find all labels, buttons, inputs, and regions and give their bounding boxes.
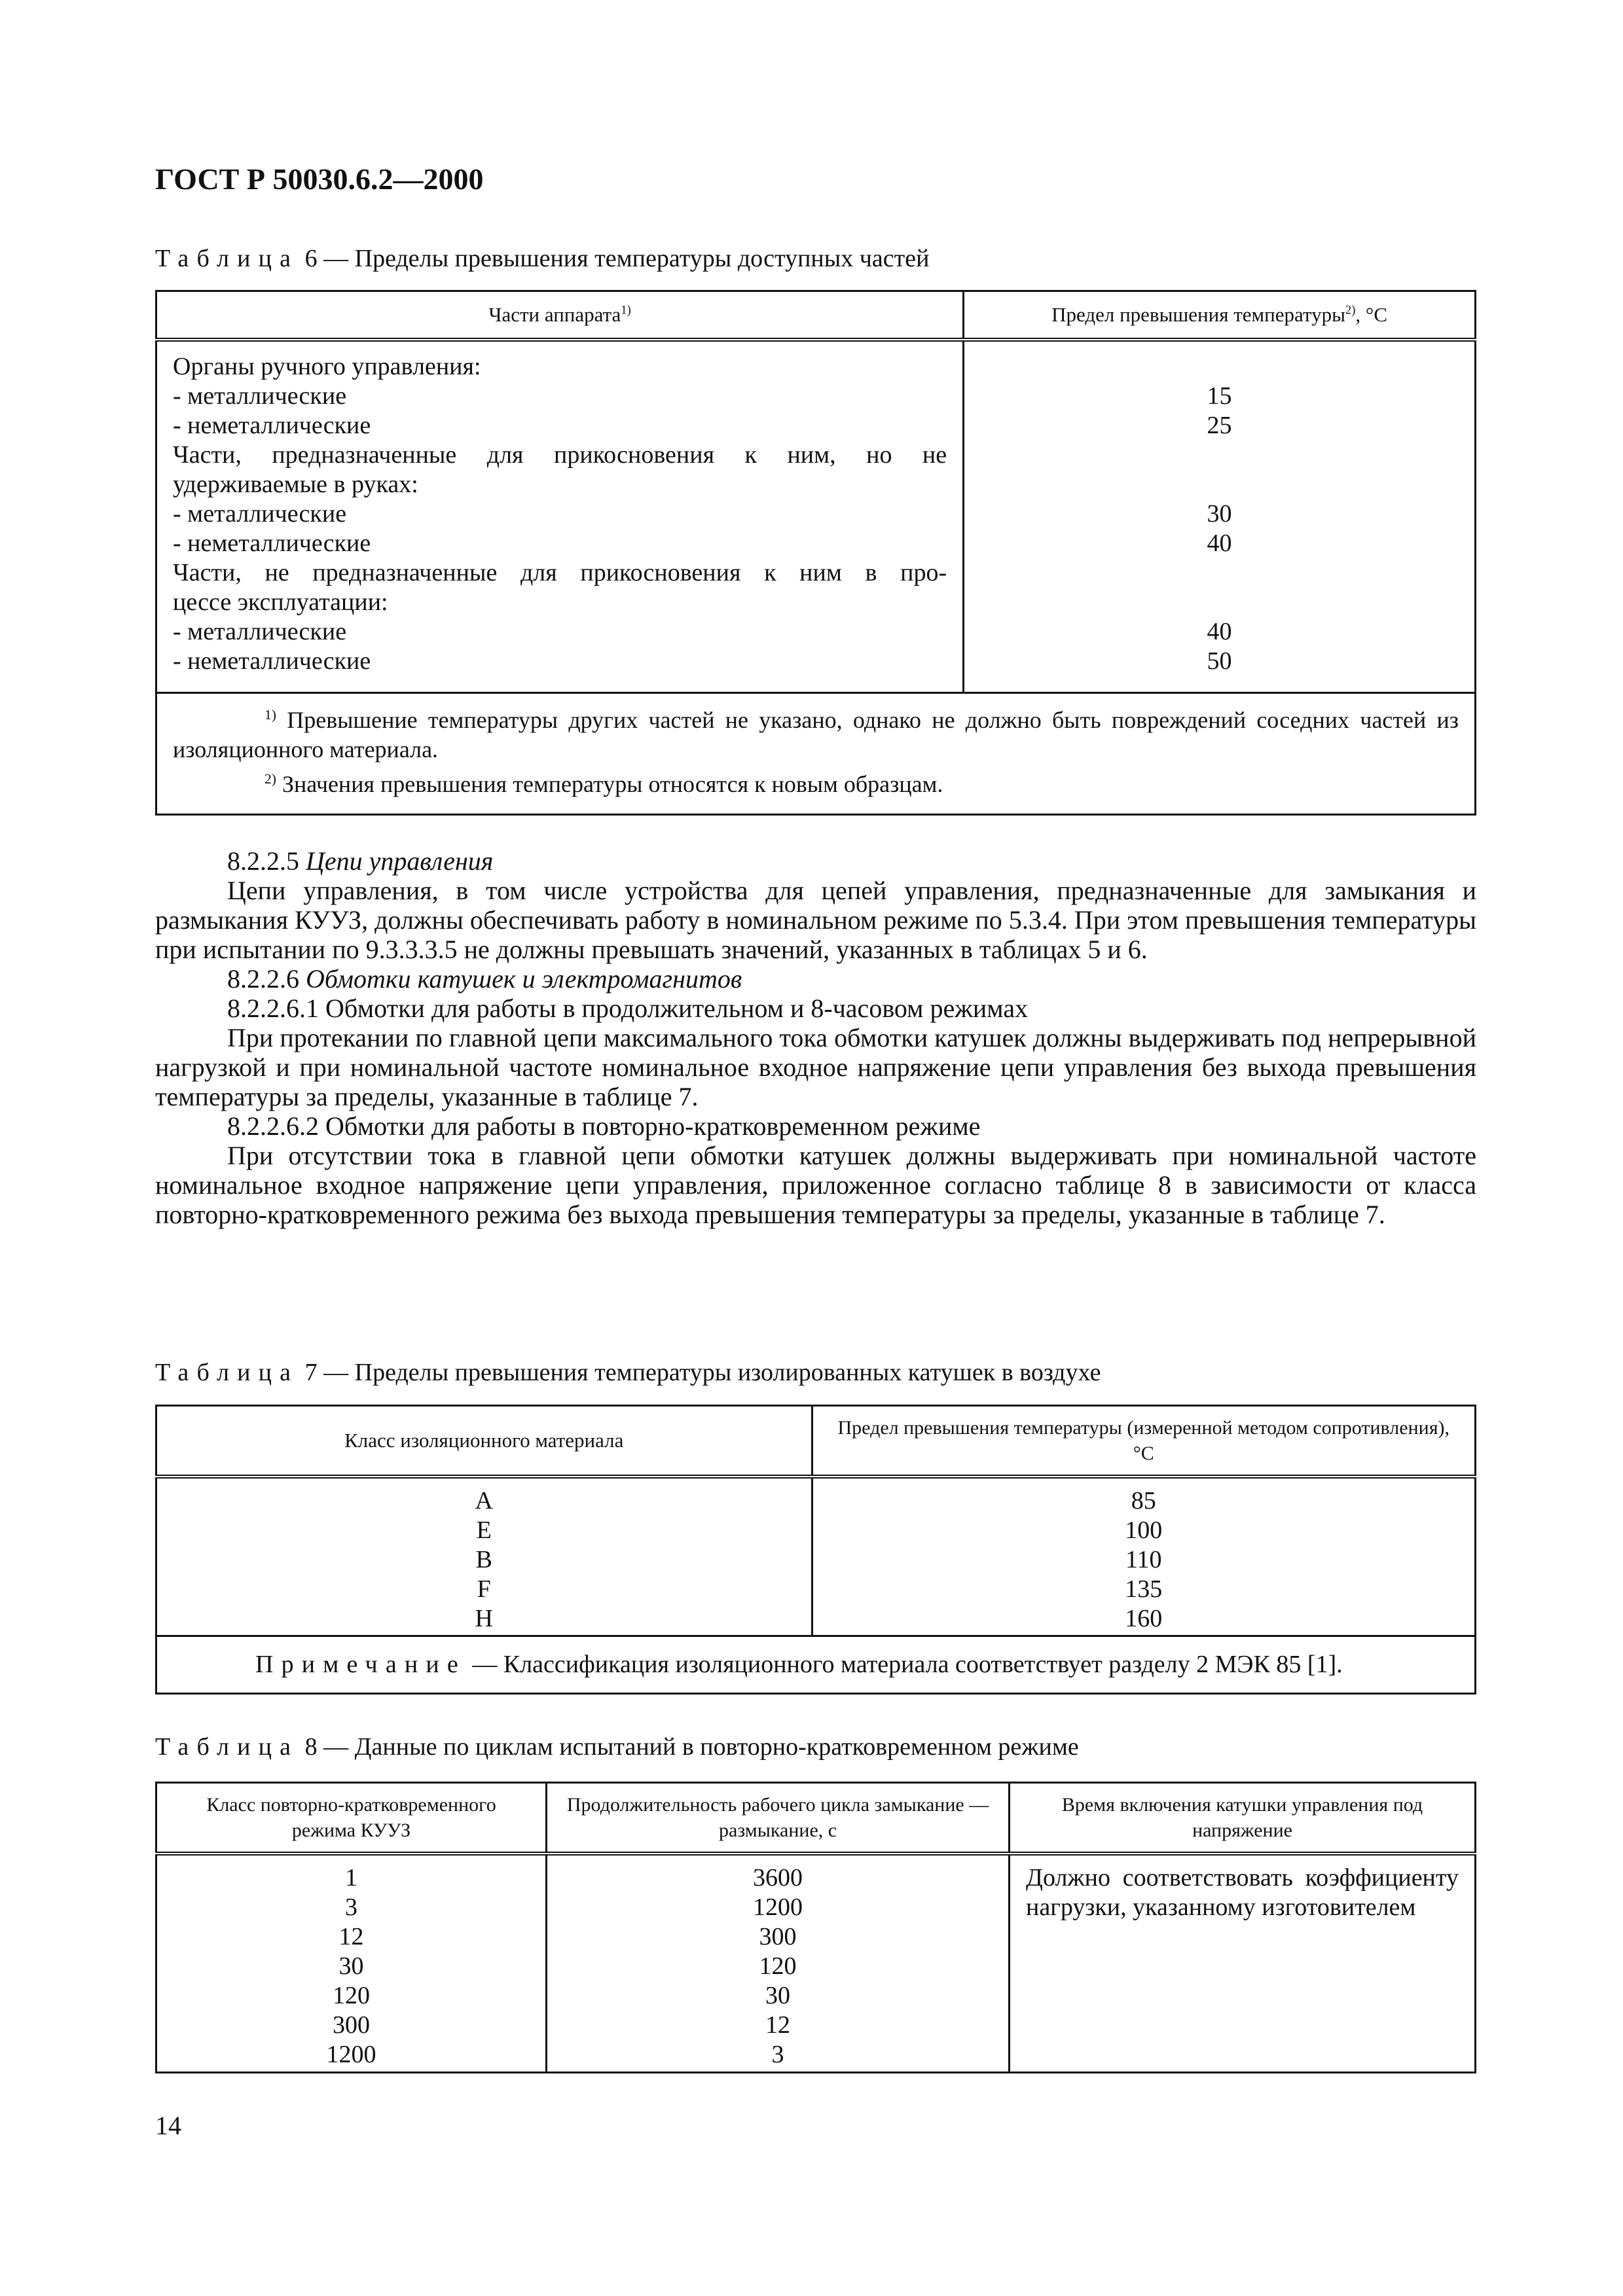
section-heading-8-2-2-5: 8.2.2.5 Цепи управления <box>227 846 494 876</box>
table-cell: B <box>475 1545 492 1573</box>
table7-values-cell <box>812 1477 1476 1636</box>
table7-caption <box>155 1358 1101 1387</box>
table6-caption-word: Таблица <box>155 245 299 272</box>
table-cell <box>980 470 1459 499</box>
table6-footnote-2: $^{2)}$ Значения превышения температуры относятся к новым образцам. <box>264 771 943 797</box>
table8-class-cell <box>156 1854 547 2073</box>
table8-caption-word: Таблица <box>155 1733 299 1761</box>
table7-note: Примечание — Классификация изоляционного материала соответствует разделу 2 МЭК 85 [1]. <box>156 1636 1476 1694</box>
table-cell: 25 <box>1207 411 1232 439</box>
table-cell: 12 <box>338 1922 364 1950</box>
table-cell <box>980 558 1459 588</box>
table6-footnotes <box>156 693 1476 815</box>
table-row: Части, не предназначенные для прикосновения к ним в про- <box>173 558 947 586</box>
table-cell: 160 <box>1125 1604 1163 1632</box>
table-cell: 110 <box>1125 1545 1162 1573</box>
table-cell: A <box>475 1486 493 1515</box>
table-cell: H <box>475 1604 493 1632</box>
table-cell: 50 <box>1207 647 1232 675</box>
table8-col-duration: Продолжительность рабочего цикла замыкание — размыкание, с <box>547 1783 1010 1854</box>
table-cell: 1 <box>345 1863 358 1892</box>
table-row: - неметаллические <box>173 529 371 557</box>
body-text <box>155 846 1476 1229</box>
table-row: цессе эксплуатации: <box>173 588 388 616</box>
table7-body-row <box>156 1477 1476 1636</box>
table-row: - металлические <box>173 382 347 410</box>
table-cell: 40 <box>1207 617 1232 645</box>
page-number: 14 <box>155 2111 181 2140</box>
table7-header-row <box>156 1406 1476 1477</box>
table-row: - неметаллические <box>173 411 371 439</box>
table-cell: 3 <box>771 2040 784 2068</box>
subsection-heading: 8.2.2.6.2 Обмотки для работы в повторно-кратковременном режиме <box>227 1111 981 1141</box>
table-cell: F <box>477 1575 491 1603</box>
table-cell: 120 <box>759 1952 797 1980</box>
table-cell: 1200 <box>753 1893 803 1921</box>
table7-caption-text: 7 — Пределы превышения температуры изолированных катушек в воздухе <box>304 1359 1101 1386</box>
table7-col-limit: Предел превышения температуры (измеренной методом сопротивления), °С <box>812 1406 1476 1477</box>
table-cell: 300 <box>333 2011 371 2039</box>
table-row: - металлические <box>173 617 347 645</box>
table6-caption <box>155 244 929 273</box>
table-cell: 85 <box>1131 1486 1156 1515</box>
table8-caption <box>155 1732 1079 1761</box>
table-cell: 100 <box>1125 1516 1163 1544</box>
table6-parts-cell <box>156 340 964 693</box>
table8-body-row <box>156 1854 1476 2073</box>
table-cell <box>980 588 1459 617</box>
table-cell: 30 <box>338 1952 364 1980</box>
table7-note-row <box>156 1636 1476 1694</box>
table8-col-class: Класс повторно-кратковременного режима КУУЗ <box>156 1783 547 1854</box>
document-header: ГОСТ Р 50030.6.2—2000 <box>155 162 484 196</box>
table6-footnotes-row <box>156 693 1476 815</box>
table-7 <box>155 1405 1476 1695</box>
table-cell: 120 <box>333 1981 371 2009</box>
table-cell: 135 <box>1125 1575 1163 1603</box>
table-cell: 3600 <box>753 1863 803 1892</box>
paragraph: При протекании по главной цепи максимального тока обмотки катушек должны выдерживать под непрерывной нагрузкой и при номинальной частоте номинальное входное напряжение цепи управления без выхода превышения температуры за пределы, указанные в таблице 7. <box>155 1023 1476 1111</box>
paragraph: Цепи управления, в том числе устройства для цепей управления, предназначенные для замыкания и размыкания КУУЗ, должны обеспечивать работу в номинальном режиме по 5.3.4. При этом превышения температуры при испытании по 9.3.3.3.5 не должны превышать значений, указанных в таблицах 5 и 6. <box>155 876 1476 964</box>
table6-col-limit: Предел превышения температуры$^{2)}$, °С <box>964 291 1476 340</box>
section-heading-8-2-2-6: 8.2.2.6 Обмотки катушек и электромагнитов <box>227 964 742 994</box>
table7-caption-word: Таблица <box>155 1359 299 1386</box>
table8-header-row <box>156 1783 1476 1854</box>
table-cell <box>980 352 1459 382</box>
table-cell: 40 <box>1207 529 1232 557</box>
table8-col-time: Время включения катушки управления под напряжение <box>1010 1783 1476 1854</box>
table-cell: 15 <box>1207 382 1232 410</box>
table-row: Органы ручного управления: <box>173 352 481 380</box>
table-8 <box>155 1782 1476 2073</box>
paragraph: При отсутствии тока в главной цепи обмотки катушек должны выдерживать при номинальной частоте номинальное входное напряжение цепи управления, приложенное согласно таблице 8 в зависимости от класса повторно-кратковременного режима без выхода превышения температуры за пределы, указанные в таблице 7. <box>155 1141 1476 1229</box>
table6-values-cell <box>964 340 1476 693</box>
table6-col-parts: Части аппарата$^{1)}$ <box>156 291 964 340</box>
table-cell: 3 <box>345 1893 358 1921</box>
table-cell: E <box>476 1516 492 1544</box>
table8-time-cell: Должно соответствовать коэффициенту нагрузки, указанному изготовителем <box>1010 1854 1476 2073</box>
table6-body-row <box>156 340 1476 693</box>
table6-footnote-1: $^{1)}$ Превышение температуры других частей не указано, однако не должно быть повреждений соседних частей из изоляционного материала. <box>173 707 1459 762</box>
subsection-heading: 8.2.2.6.1 Обмотки для работы в продолжительном и 8-часовом режимах <box>227 994 1029 1023</box>
table8-caption-text: 8 — Данные по циклам испытаний в повторно-кратковременном режиме <box>304 1733 1079 1761</box>
table-cell: 300 <box>759 1922 797 1950</box>
table-6 <box>155 290 1476 816</box>
table-row: - металлические <box>173 499 347 528</box>
table7-class-cell <box>156 1477 812 1636</box>
table-row: удерживаемые в руках: <box>173 470 418 498</box>
table-cell: 1200 <box>326 2040 376 2068</box>
table-row: Части, предназначенные для прикосновения к ним, но не <box>173 440 947 469</box>
table-cell: 12 <box>765 2011 791 2039</box>
table-cell <box>980 440 1459 470</box>
table-cell: 30 <box>765 1981 791 2009</box>
table6-caption-text: 6 — Пределы превышения температуры доступных частей <box>304 245 930 272</box>
table8-duration-cell <box>547 1854 1010 2073</box>
table-row: - неметаллические <box>173 647 371 675</box>
table6-header-row <box>156 291 1476 340</box>
table7-col-class: Класс изоляционного материала <box>156 1406 812 1477</box>
table-cell: 30 <box>1207 499 1232 528</box>
